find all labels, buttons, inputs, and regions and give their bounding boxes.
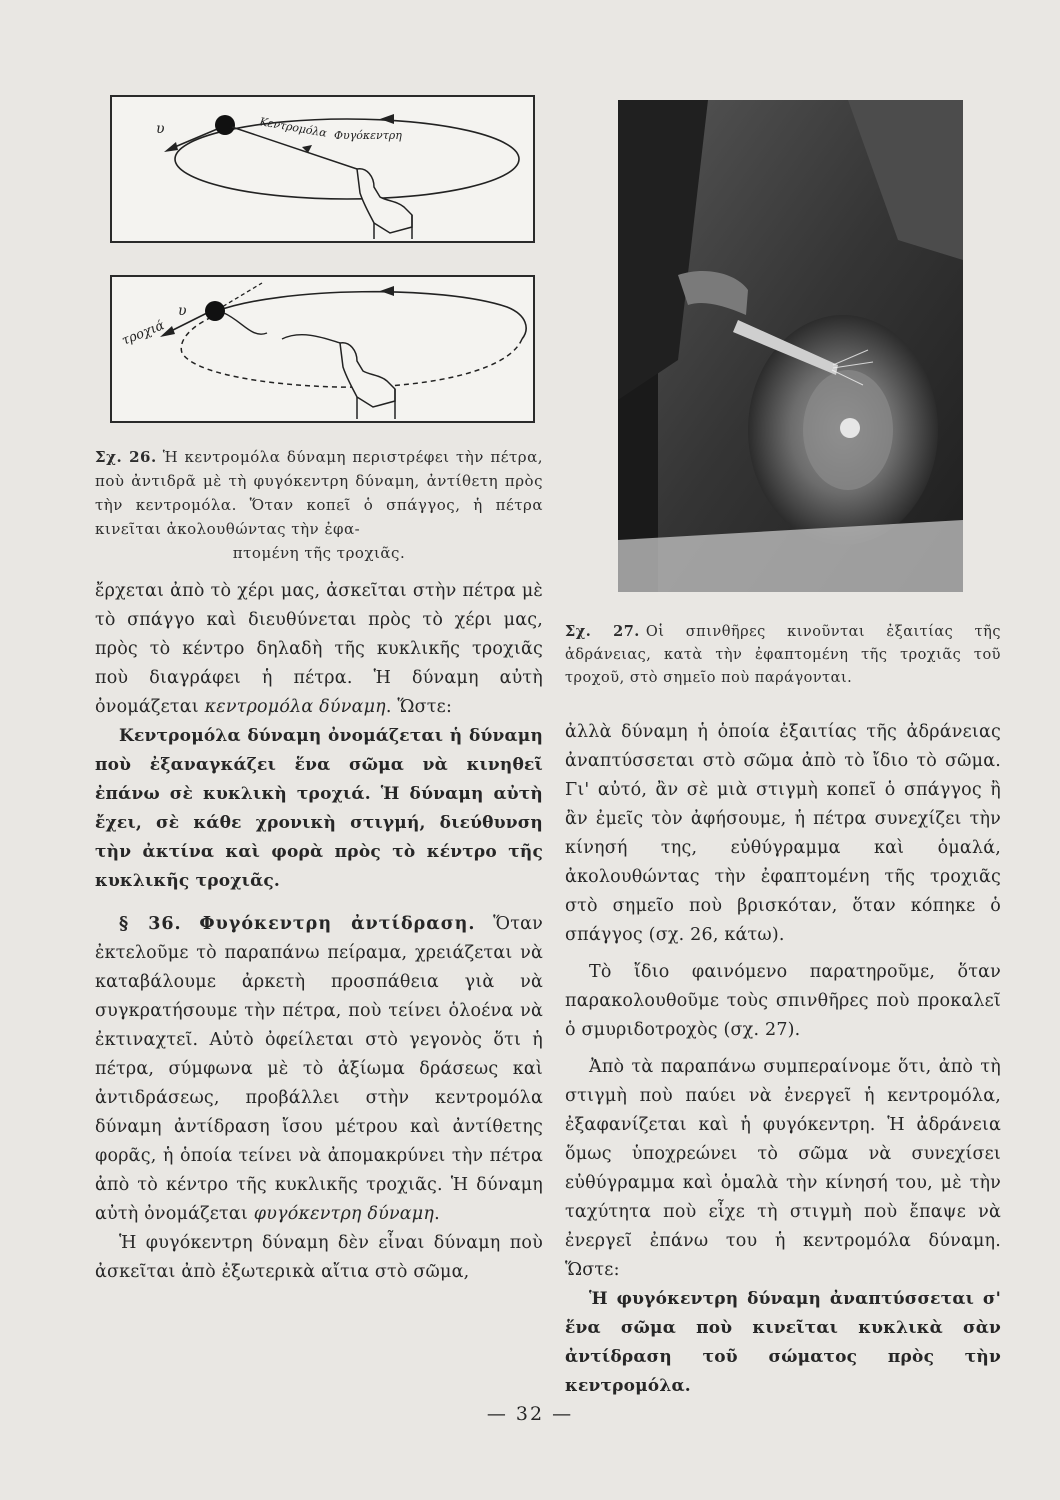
paragraph-section-36 [95, 910, 543, 1229]
stone [215, 115, 235, 135]
paragraph-conclusion-intro: Ἀπὸ τὰ παραπάνω συμπεραίνομε ὅτι, ἀπὸ τὴ στιγμὴ ποὺ παύει νὰ ἐνεργεῖ ἡ κεντρομόλα, ἐξαφανίζεται καὶ ἡ φυγόκεντρη. Ἡ ἀδράνεια ὅμως ὑποχρεώνει τὸ σῶμα νὰ συνεχίσει εὐθύγραμμα καὶ ὁμαλὰ τὴν κίνησή του, μὲ τὴν ταχύτητα ποὺ εἶχε τὴ στιγμὴ ποὺ ἔπαψε νὰ ἐνεργεῖ ἐπάνω του ἡ κεντρομόλα δύναμη. Ὥστε: [565, 1057, 1001, 1280]
para-text: Ὅταν ἐκτελοῦμε τὸ παραπάνω πείραμα, χρειάζεται νὰ καταβάλουμε ἀρκετὴ προσπάθεια γιὰ νὰ συγκρατήσουμε τὴν πέτρα, ποὺ τείνει ὁλοένα νὰ ἐκτιναχτεῖ. Αὐτὸ ὀφείλεται στὸ γεγονὸς ὅτι ἡ πέτρα, σύμφωνα μὲ τὸ ἀξίωμα δράσεως καὶ ἀντιδράσεως, προβάλλει στὴν κεντρομόλα δύναμη ἀντίδραση ἴσου μέτρου καὶ ἀντίθετης φορᾶς, ἡ ὁποία τείνει νὰ ἀπομακρύνει τὴν πέτρα ἀπὸ τὸ κέντρο τῆς κυκλικῆς τροχιᾶς. Ἡ δύναμη αὐτὴ ὀνομάζεται [95, 914, 543, 1224]
figure-26-top-diagram [110, 95, 535, 243]
paragraph-centripetal-intro [95, 577, 543, 722]
stone [205, 301, 225, 321]
section-title: Φυγόκεντρη ἀντίδραση. [199, 914, 476, 934]
definition-centrifugal: Ἡ φυγόκεντρη δύναμη ἀναπτύσσεται σ' ἕνα σῶμα ποὺ κινεῖται κυκλικὰ σὰν ἀντίδραση τοῦ σώματος πρὸς τὴν κεντρομόλα. [565, 1289, 1001, 1396]
label-trajectory: τροχιά [119, 318, 167, 349]
left-body [95, 577, 543, 1287]
orbit-arrow [380, 114, 394, 124]
para-text-end: . Ὥστε: [385, 697, 453, 717]
right-column [565, 100, 1001, 1401]
definition-centripetal: Κεντρομόλα δύναμη ὀνομάζεται ἡ δύναμη ποὺ ἐξαναγκάζει ἕνα σῶμα νὰ κινηθεῖ ἐπάνω σὲ κυκλικὴ τροχιά. Ἡ δύναμη αὐτὴ ἔχει, σὲ κάθε χρονικὴ στιγμή, διεύθυνση τὴν ἀκτίνα καὶ φορὰ πρὸς τὸ κέντρο τῆς κυκλικῆς τροχιᾶς. [95, 726, 543, 891]
label-centripetal: Κεντρομόλα [258, 115, 328, 140]
label-velocity: υ [178, 303, 187, 319]
figure-26-caption [95, 445, 543, 565]
figure-26-bottom-diagram [110, 275, 535, 423]
velocity-arrowhead [164, 142, 178, 152]
caption-text: Ἡ κεντρομόλα δύναμη περιστρέφει τὴν πέτρα, ποὺ ἀντιδρᾶ μὲ τὴ φυγόκεντρη δύναμη, ἀντίθετη πρὸς τὴν κεντρομόλα. Ὅταν κοπεῖ ὁ σπάγγος, ἡ πέτρα κινεῖται ἀκολουθώντας τὴν ἐφα- [95, 448, 543, 538]
caption-text: Οἱ σπινθῆρες κινοῦνται ἐξαιτίας τῆς ἀδράνειας, κατὰ τὴν ἐφαπτομένη τῆς τροχιᾶς τοῦ τροχοῦ, στὸ σημεῖο ποὺ παράγονται. [565, 624, 1001, 686]
tangent-line [217, 283, 262, 310]
hand [340, 343, 395, 407]
term-centrifugal: φυγόκεντρη δύναμη [253, 1204, 435, 1224]
figure-27-caption [565, 620, 1001, 690]
label-centrifugal: Φυγόκεντρη [334, 129, 402, 142]
left-column [95, 95, 543, 1287]
cut-string [224, 313, 267, 334]
caption-last-line: πτομένη τῆς τροχιᾶς. [232, 544, 406, 562]
figure-27-photo [618, 100, 963, 592]
para-text: ἔρχεται ἀπὸ τὸ χέρι μας, ἀσκεῖται στὴν πέτρα μὲ τὸ σπάγγο καὶ διευθύνεται πρὸς τὸ χέρι μας, πρὸς τὸ κέντρο δηλαδὴ τῆς κυκλικῆς τροχιᾶς ποὺ διαγράφει ἡ πέτρα. Ἡ δύναμη αὐτὴ ὀνομάζεται [95, 581, 543, 717]
section-number: § 36. [119, 914, 182, 934]
label-velocity: υ [156, 121, 165, 137]
para-text-end: . [434, 1204, 440, 1224]
orbit-solid-arc [217, 292, 526, 339]
paragraph-inertia: ἀλλὰ δύναμη ἡ ὁποία ἐξαιτίας τῆς ἀδράνειας ἀναπτύσσεται στὸ σῶμα ἀπὸ τὸ ἴδιο τὸ σῶμα. Γι' αὐτό, ἂν σὲ μιὰ στιγμὴ κοπεῖ ὁ σπάγγος ἢ ἂν ἐμεῖς τὸν ἀφήσουμε, ἡ πέτρα συνεχίζει τὴν κίνησή της, εὐθύγραμμα καὶ ὁμαλά, ἀκολουθώντας τὴν ἐφαπτομένη τῆς τροχιᾶς στὸ σημεῖο ποὺ βρισκόταν, ὅταν κόπηκε ὁ σπάγγος (σχ. 26, κάτω). [565, 722, 1001, 945]
right-body [565, 718, 1001, 1401]
caption-label: Σχ. 27. [565, 623, 640, 640]
caption-label: Σχ. 26. [95, 448, 157, 466]
paragraph-centrifugal-nature: Ἡ φυγόκεντρη δύναμη δὲν εἶναι δύναμη ποὺ ἀσκεῖται ἀπὸ ἐξωτερικὰ αἴτια στὸ σῶμα, [95, 1233, 543, 1282]
term-centripetal: κεντρομόλα δύναμη [204, 697, 386, 717]
paragraph-sparks: Τὸ ἴδιο φαινόμενο παρατηροῦμε, ὅταν παρακολουθοῦμε τοὺς σπινθῆρες ποὺ προκαλεῖ ὁ σμυριδοτροχὸς (σχ. 27). [565, 962, 1001, 1040]
page-number: — 32 — [486, 1403, 574, 1425]
velocity-vector [170, 127, 222, 149]
hand [357, 169, 412, 233]
